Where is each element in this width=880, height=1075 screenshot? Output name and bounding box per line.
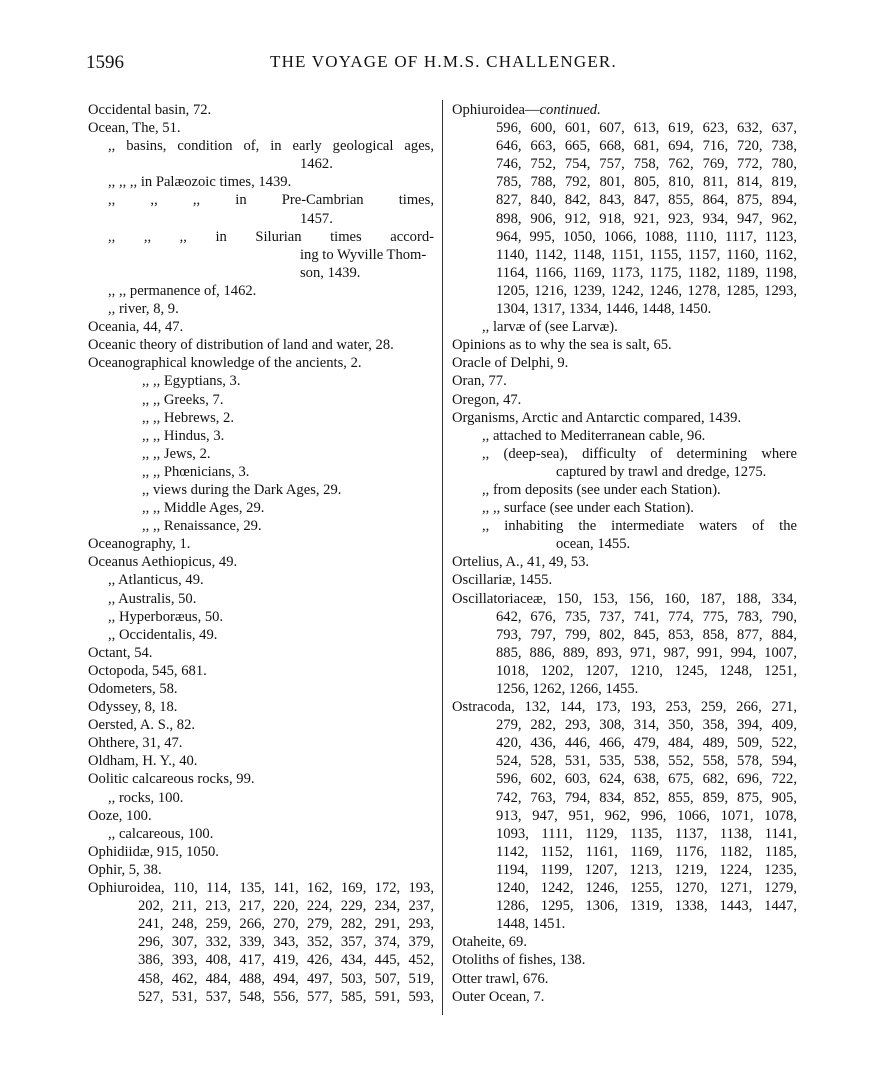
index-subentry: ,, Australis, 50. [108, 590, 197, 607]
index-continuation: 1256, 1262, 1266, 1455. [496, 681, 639, 697]
index-subentry: ,, larvæ of (see Larvæ). [482, 319, 618, 336]
column-divider [442, 100, 443, 1015]
page-number: 1596 [86, 52, 124, 73]
index-continuation: 827, 840, 842, 843, 847, 855, 864, 875, 894, [496, 192, 797, 209]
index-subentry: ,, river, 8, 9. [108, 301, 179, 318]
index-continuation: 1304, 1317, 1334, 1446, 1448, 1450. [496, 301, 712, 318]
index-continuation: 746, 752, 754, 757, 758, 762, 769, 772, 780, [496, 156, 797, 173]
index-continuation: 1093, 1111, 1129, 1135, 1137, 1138, 1141, [496, 825, 797, 842]
index-subentry: ,, calcareous, 100. [108, 825, 214, 842]
index-subentry: ,, Occidentalis, 49. [108, 626, 218, 643]
index-continuation: 793, 797, 799, 802, 845, 853, 858, 877, 884, [496, 626, 797, 643]
index-subentry: ,, ,, ,, in Palæozoic times, 1439. [108, 174, 292, 191]
index-entry: Otaheite, 69. [452, 934, 527, 951]
index-entry: Ooze, 100. [88, 807, 152, 824]
index-continuation: 1448, 1451. [496, 916, 566, 933]
index-continuation: 742, 763, 794, 834, 852, 855, 859, 875, 905, [496, 789, 797, 806]
index-continuation: 241, 248, 259, 266, 270, 279, 282, 291, 293, [138, 916, 434, 933]
index-continuation: 1142, 1152, 1161, 1169, 1176, 1182, 1185, [496, 843, 797, 860]
index-entry: Ostracoda, 132, 144, 173, 193, 253, 259, 266, 271, [452, 699, 797, 716]
index-continuation: 785, 788, 792, 801, 805, 810, 811, 814, 819, [496, 174, 797, 191]
index-entry: Oran, 77. [452, 373, 507, 390]
index-entry: Oceanus Aethiopicus, 49. [88, 554, 238, 571]
index-continuation: 596, 600, 601, 607, 613, 619, 623, 632, 637, [496, 120, 797, 137]
index-entry: Oceanic theory of distribution of land and water, 28. [88, 337, 394, 354]
index-continuation: 1462. [300, 156, 333, 173]
index-entry: Ophir, 5, 38. [88, 861, 162, 878]
index-subentry: ,, rocks, 100. [108, 789, 184, 806]
index-continuation: 527, 531, 537, 548, 556, 577, 585, 591, 593, [138, 988, 434, 1005]
index-column-right [452, 101, 797, 1006]
index-entry: Ophidiidæ, 915, 1050. [88, 843, 219, 860]
running-title: THE VOYAGE OF H.M.S. CHALLENGER. [270, 52, 617, 71]
index-continuation: 296, 307, 332, 339, 343, 352, 357, 374, 379, [138, 934, 434, 951]
index-continuation: 646, 663, 665, 668, 681, 694, 716, 720, 738, [496, 138, 797, 155]
index-continuation: 596, 602, 603, 624, 638, 675, 682, 696, 722, [496, 771, 797, 788]
index-entry: Oersted, A. S., 82. [88, 717, 196, 734]
index-entry [452, 101, 797, 119]
index-continuation: captured by trawl and dredge, 1275. [556, 463, 767, 480]
index-entry: Ophiuroidea, 110, 114, 135, 141, 162, 169, 172, 193, [88, 880, 434, 897]
index-entry: Oceania, 44, 47. [88, 319, 184, 336]
index-continuation: 964, 995, 1050, 1066, 1088, 1110, 1117, 1123, [496, 228, 797, 245]
index-subentry: ,, ,, Greeks, 7. [142, 391, 224, 408]
index-subentry: ,, views during the Dark Ages, 29. [142, 481, 342, 498]
entry-heading: Ophiuroidea— [452, 102, 540, 118]
index-entry: Otter trawl, 676. [452, 970, 549, 987]
index-continuation: 885, 886, 889, 893, 971, 987, 991, 994, 1007, [496, 644, 797, 661]
index-entry: Otoliths of fishes, 138. [452, 952, 586, 969]
index-entry: Odometers, 58. [88, 681, 178, 697]
index-continuation: 1164, 1166, 1169, 1173, 1175, 1182, 1189, 1198, [496, 264, 797, 281]
index-continuation: 1205, 1216, 1239, 1242, 1246, 1278, 1285, 1293, [496, 282, 797, 299]
index-continuation: 420, 436, 446, 466, 479, 484, 489, 509, 522, [496, 735, 797, 752]
index-subentry: ,, Hyperboræus, 50. [108, 608, 224, 625]
index-entry: Odyssey, 8, 18. [88, 699, 178, 716]
index-entry: Oceanography, 1. [88, 536, 191, 553]
index-entry: Occidental basin, 72. [88, 102, 212, 118]
index-continuation: 524, 528, 531, 535, 538, 552, 558, 578, 594, [496, 753, 797, 770]
index-continuation: 458, 462, 484, 488, 494, 497, 503, 507, 519, [138, 970, 434, 987]
index-continuation: ocean, 1455. [556, 536, 631, 553]
index-subentry: ,, ,, ,, in Pre-Cambrian times, [108, 192, 434, 209]
index-continuation: 1240, 1242, 1246, 1255, 1270, 1271, 1279, [496, 880, 797, 897]
index-continuation: 279, 282, 293, 308, 314, 350, 358, 394, 409, [496, 717, 797, 734]
index-continuation: 1140, 1142, 1148, 1151, 1155, 1157, 1160, 1162, [496, 246, 797, 263]
index-column-left [88, 101, 434, 1006]
index-entry: Oregon, 47. [452, 391, 522, 408]
index-entry: Octopoda, 545, 681. [88, 662, 207, 679]
index-entry: Ocean, The, 51. [88, 120, 181, 137]
index-subentry: ,, Atlanticus, 49. [108, 572, 204, 589]
index-entry: Ortelius, A., 41, 49, 53. [452, 554, 590, 571]
index-subentry: ,, ,, Phœnicians, 3. [142, 463, 250, 480]
index-continuation: 1018, 1202, 1207, 1210, 1245, 1248, 1251, [496, 662, 797, 679]
index-continuation: 386, 393, 408, 417, 419, 426, 434, 445, 452, [138, 952, 434, 969]
index-continuation: 1457. [300, 210, 333, 227]
index-continuation: ing to Wyville Thom- [300, 246, 427, 263]
index-continuation: 913, 947, 951, 962, 996, 1066, 1071, 1078, [496, 807, 797, 824]
index-entry: Opinions as to why the sea is salt, 65. [452, 337, 672, 354]
index-entry: Oolitic calcareous rocks, 99. [88, 771, 255, 788]
index-entry: Oceanographical knowledge of the ancients, 2. [88, 355, 362, 372]
index-continuation: 202, 211, 213, 217, 220, 224, 229, 234, 237, [138, 898, 434, 915]
index-entry: Oldham, H. Y., 40. [88, 753, 198, 770]
index-entry: Ohthere, 31, 47. [88, 735, 183, 752]
index-subentry: ,, ,, Jews, 2. [142, 445, 211, 462]
index-entry: Octant, 54. [88, 644, 153, 661]
index-subentry: ,, ,, surface (see under each Station). [482, 500, 694, 517]
index-subentry: ,, ,, Egyptians, 3. [142, 373, 241, 390]
index-subentry: ,, ,, permanence of, 1462. [108, 282, 257, 299]
index-continuation: son, 1439. [300, 264, 361, 281]
continued-label: continued. [539, 102, 601, 118]
index-subentry: ,, basins, condition of, in early geological ages, [108, 138, 434, 155]
index-subentry: ,, ,, Hebrews, 2. [142, 409, 235, 426]
index-entry: Oscillariæ, 1455. [452, 572, 553, 589]
index-continuation: 898, 906, 912, 918, 921, 923, 934, 947, 962, [496, 210, 797, 227]
index-subentry: ,, ,, Hindus, 3. [142, 427, 225, 444]
index-continuation: 642, 676, 735, 737, 741, 774, 775, 783, 790, [496, 608, 797, 625]
index-continuation: 1286, 1295, 1306, 1319, 1338, 1443, 1447, [496, 898, 797, 915]
index-subentry: ,, ,, Renaissance, 29. [142, 518, 262, 535]
index-entry: Oscillatoriaceæ, 150, 153, 156, 160, 187, 188, 334, [452, 590, 797, 607]
index-subentry: ,, attached to Mediterranean cable, 96. [482, 427, 706, 444]
index-entry: Organisms, Arctic and Antarctic compared, 1439. [452, 409, 742, 426]
index-continuation: 1194, 1199, 1207, 1213, 1219, 1224, 1235, [496, 861, 797, 878]
index-entry: Outer Ocean, 7. [452, 988, 545, 1005]
index-entry: Oracle of Delphi, 9. [452, 355, 569, 372]
index-subentry: ,, ,, Middle Ages, 29. [142, 500, 265, 517]
index-subentry: ,, ,, ,, in Silurian times accord- [108, 228, 434, 245]
index-subentry: ,, (deep-sea), difficulty of determining where [482, 445, 797, 462]
index-subentry: ,, from deposits (see under each Station). [482, 481, 721, 498]
index-subentry: ,, inhabiting the intermediate waters of the [482, 518, 797, 535]
